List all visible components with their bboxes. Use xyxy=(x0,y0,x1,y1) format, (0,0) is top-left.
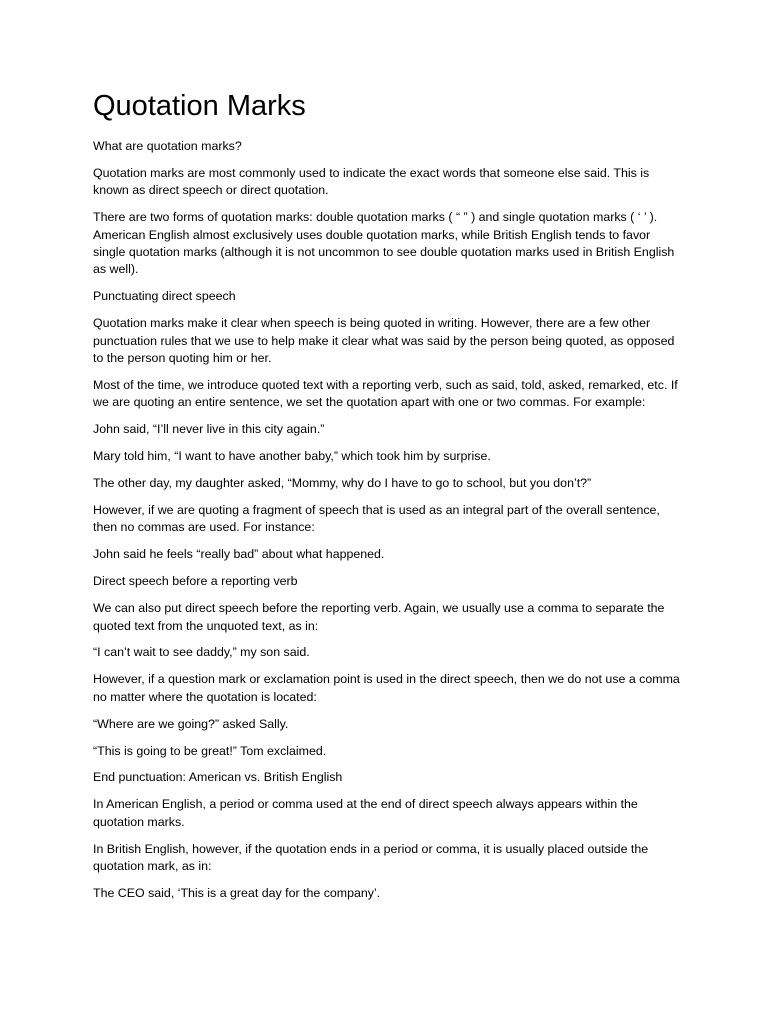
paragraph: We can also put direct speech before the reporting verb. Again, we usually use a comma to separate the quoted text from the unquoted text, as in: xyxy=(93,601,665,633)
paragraph: However, if a question mark or exclamation point is used in the direct speech, then we do not use a comma no matter where the quotation is located: xyxy=(93,672,680,704)
subheading-direct-speech-before-reporting-verb: Direct speech before a reporting verb xyxy=(93,574,298,589)
example-sentence: John said, “I’ll never live in this city again.” xyxy=(93,422,325,437)
paragraph: Quotation marks make it clear when speech is being quoted in writing. However, there are a few other punctuation rules that we use to help make it clear what was said by the person being quoted, as opposed to the person quoting him or her. xyxy=(93,316,675,366)
paragraph: In American English, a period or comma used at the end of direct speech always appears within the quotation marks. xyxy=(93,797,638,829)
paragraph: Quotation marks are most commonly used to indicate the exact words that someone else said. This is known as direct speech or direct quotation. xyxy=(93,165,650,198)
document-title: Quotation Marks xyxy=(93,90,306,122)
example-sentence: “I can’t wait to see daddy,” my son said. xyxy=(93,645,310,660)
example-sentence: “This is going to be great!” Tom exclaimed. xyxy=(93,743,327,758)
paragraph: In British English, however, if the quotation ends in a period or comma, it is usually placed outside the quotation mark, as in: xyxy=(93,841,649,874)
paragraph: However, if we are quoting a fragment of speech that is used as an integral part of the overall sentence, then no commas are used. For instance: xyxy=(93,503,660,535)
paragraph: There are two forms of quotation marks: double quotation marks ( “ ” ) and single quotation marks ( ‘ ’ ). American English almost exclusively uses double quotation marks, while British English tends to favor single quotation marks (although it is not uncommon to see double quotation marks used in British English as well). xyxy=(93,210,675,277)
example-sentence: “Where are we going?” asked Sally. xyxy=(93,716,289,731)
subheading-punctuating-direct-speech: Punctuating direct speech xyxy=(93,289,236,304)
example-sentence: John said he feels “really bad” about what happened. xyxy=(93,547,385,562)
subheading-what-are-quotation-marks: What are quotation marks? xyxy=(93,139,242,153)
example-sentence: Mary told him, “I want to have another baby,” which took him by surprise. xyxy=(93,449,491,464)
document-body xyxy=(93,138,681,912)
example-sentence: The other day, my daughter asked, “Mommy, why do I have to go to school, but you don’t?” xyxy=(93,476,592,491)
example-sentence: The CEO said, ‘This is a great day for the company’. xyxy=(93,886,381,900)
paragraph: Most of the time, we introduce quoted text with a reporting verb, such as said, told, asked, remarked, etc. If we are quoting an entire sentence, we set the quotation apart with one or two commas. For example: xyxy=(93,377,678,410)
subheading-end-punctuation: End punctuation: American vs. British English xyxy=(93,770,343,785)
